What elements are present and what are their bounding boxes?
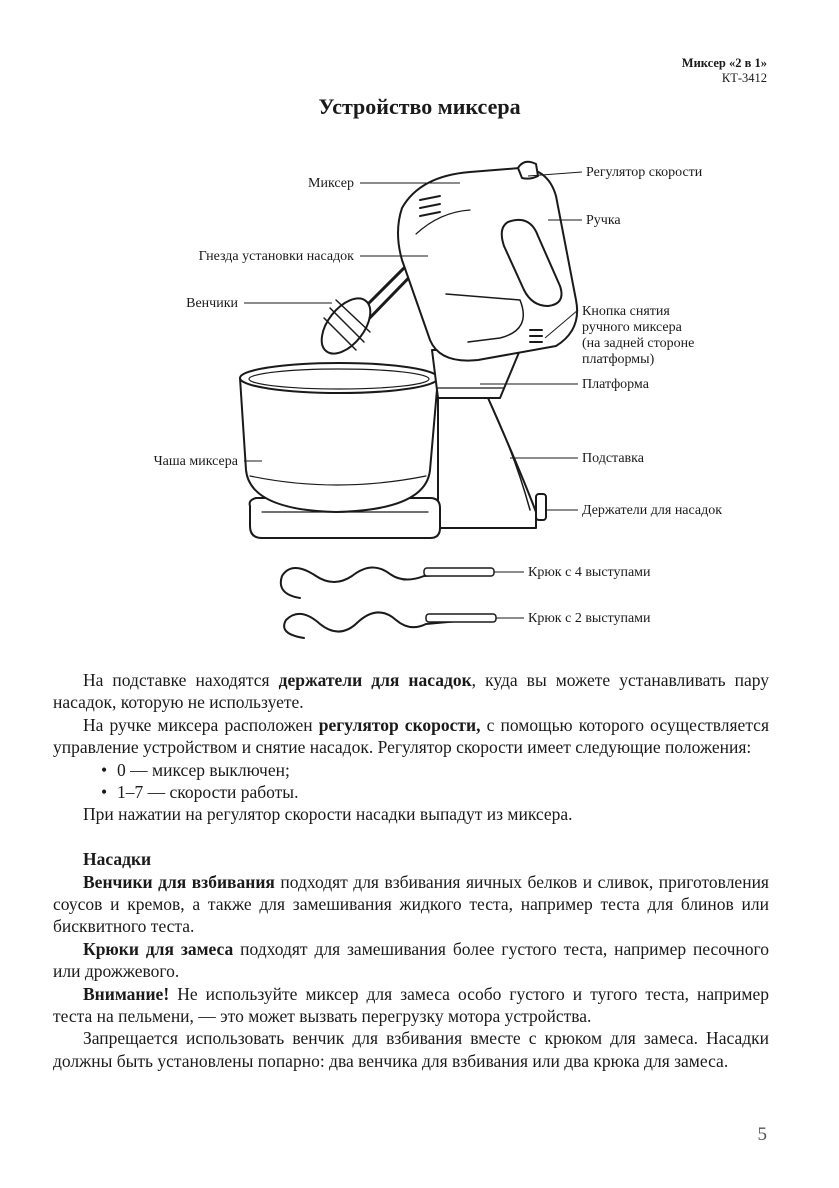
paragraph-holders: На подставке находятся держатели для насадок, куда вы можете устанавливать пару насадок, которую не используете. — [53, 670, 770, 713]
stand-illustration — [438, 398, 536, 528]
running-header — [682, 56, 767, 86]
term-warning: Внимание! — [83, 983, 170, 1004]
label-release-button-1: Кнопка снятия — [582, 304, 670, 319]
term-whisks: Венчики для взбивания — [83, 871, 275, 892]
list-item: • 0 — миксер выключен; — [117, 759, 769, 781]
label-speed-regulator: Регулятор скорости — [586, 165, 703, 180]
header-model: КТ-3412 — [721, 71, 767, 85]
speed-regulator-illustration — [518, 162, 538, 179]
speed-positions-list — [53, 759, 769, 804]
label-release-button-2: ручного миксера — [582, 320, 682, 335]
label-hook2: Крюк с 2 выступами — [528, 611, 651, 626]
paragraph-prohibition: Запрещается использовать венчик для взбивания вместе с крюком для замеса. Насадки должны быть установлены попарно: два венчика для взбивания или два крюка для замеса. — [53, 1028, 769, 1071]
holders-illustration — [536, 494, 546, 520]
label-sockets: Гнезда установки насадок — [198, 249, 354, 264]
term-holders: держатели для насадок — [278, 670, 472, 690]
label-platform: Платформа — [582, 377, 649, 392]
label-release-button-4: платформы) — [582, 352, 655, 367]
label-bowl: Чаша миксера — [153, 454, 238, 469]
page-title: Устройство миксера — [318, 94, 521, 119]
paragraph-eject: При нажатии на регулятор скорости насадки выпадут из миксера. — [83, 804, 573, 825]
label-whisks: Венчики — [186, 296, 238, 311]
body-text — [53, 669, 769, 1072]
paragraph-speed-regulator: На ручке миксера расположен регулятор скорости, с помощью которого осуществляется управление устройством и снятие насадок. Регулятор скорости имеет следующие положения: — [53, 714, 769, 758]
term-hooks: Крюки для замеса — [83, 938, 234, 959]
page-number: 5 — [757, 1124, 767, 1145]
list-item: • 1–7 — скорости работы. — [117, 781, 769, 803]
header-product: Миксер «2 в 1» — [681, 56, 767, 70]
paragraph-warning: Внимание! Не используйте миксер для замеса особо густого и тугого теста, например теста на пельмени, — это может вызвать перегрузку мотора устройства. — [53, 983, 769, 1027]
label-release-button-3: (на задней стороне — [582, 336, 695, 351]
label-holders: Держатели для насадок — [582, 503, 723, 518]
paragraph-hooks: Крюки для замеса подходят для замешивания более густого теста, например песочного или дрожжевого. — [53, 938, 769, 982]
label-hook4: Крюк с 4 выступами — [528, 565, 651, 580]
label-mixer: Миксер — [308, 176, 354, 191]
label-handle: Ручка — [586, 213, 621, 228]
section-heading: Насадки — [83, 849, 152, 870]
term-speed-regulator: регулятор скорости, — [318, 714, 481, 735]
mixer-diagram — [0, 150, 839, 655]
label-stand: Подставка — [582, 451, 644, 466]
paragraph-whisks: Венчики для взбивания подходят для взбивания яичных белков и сливок, приготовления соусов и кремов, а также для замешивания жидкого теста, например теста для блинов или бисквитного теста. — [53, 871, 769, 937]
